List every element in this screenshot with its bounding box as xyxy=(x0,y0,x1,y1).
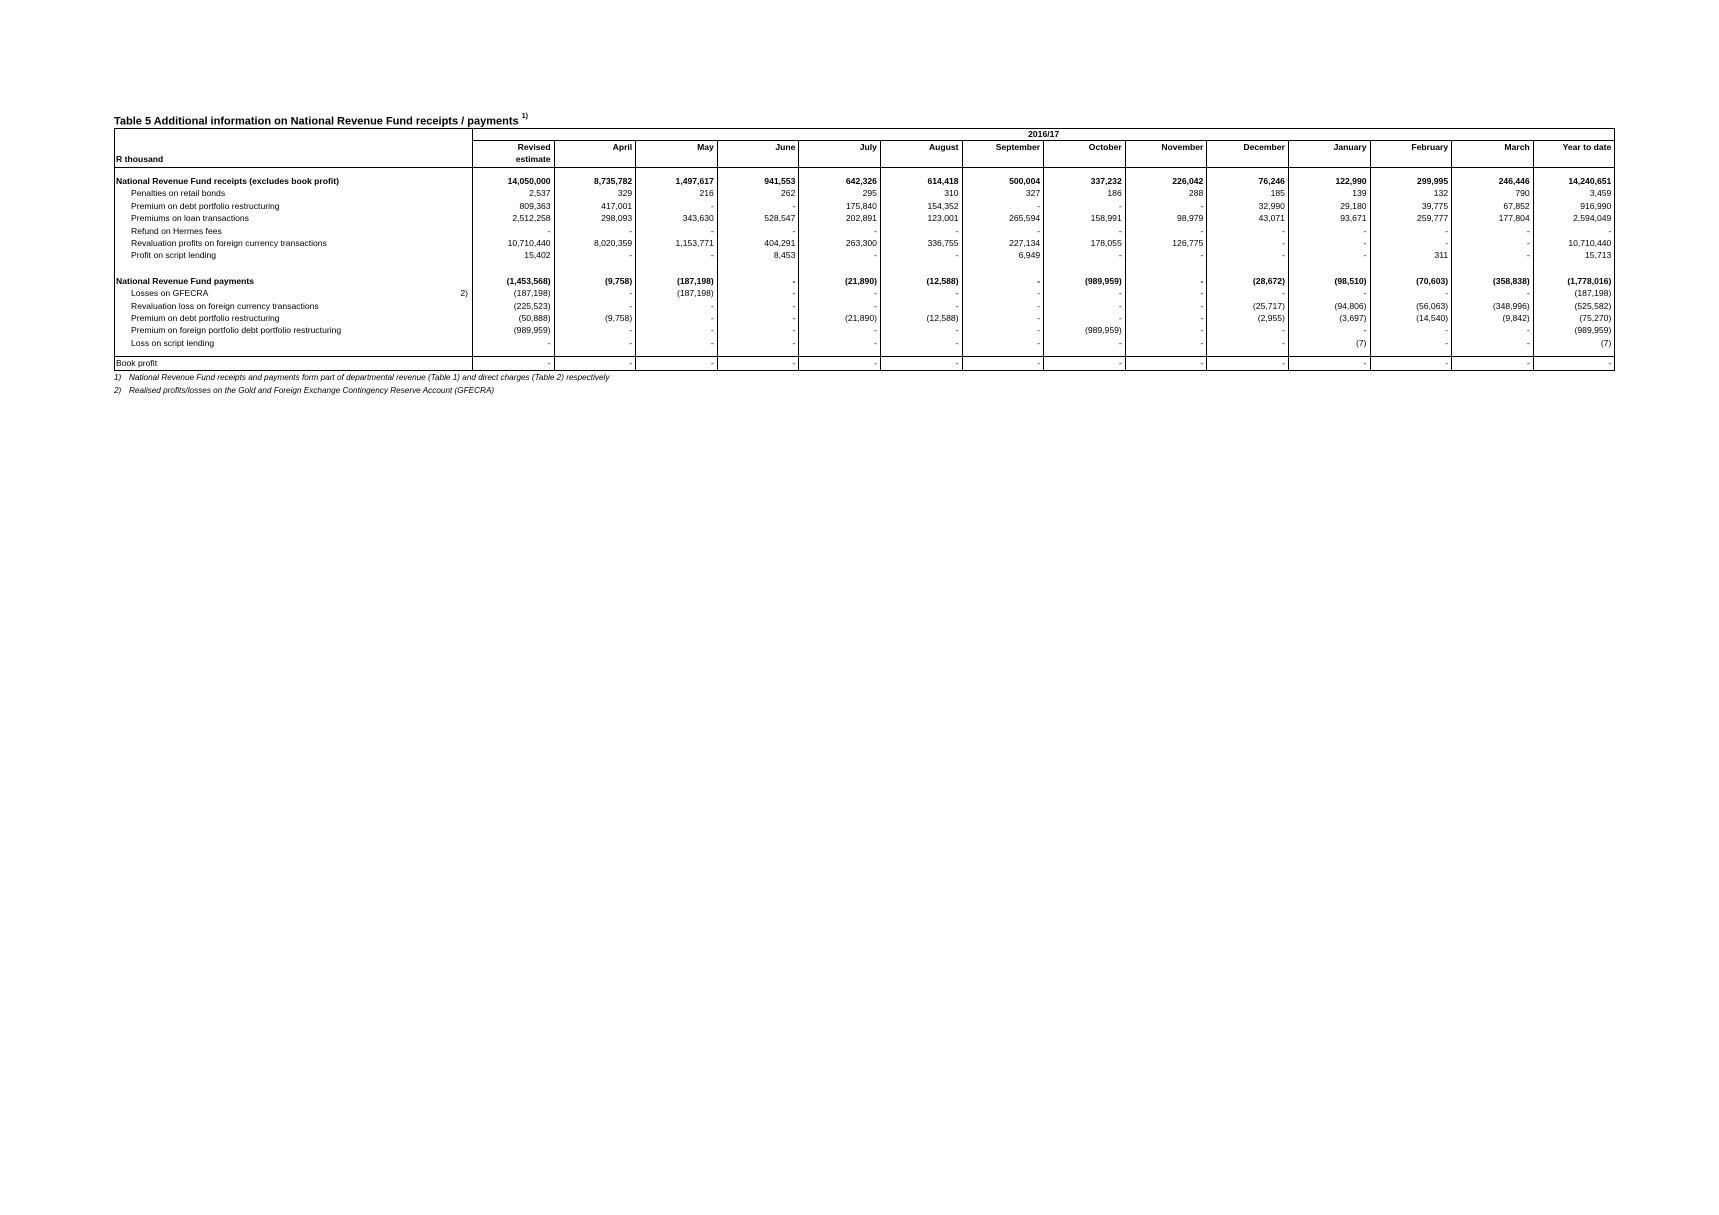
value-cell: 265,594 xyxy=(962,212,1044,224)
value-cell: - xyxy=(1044,287,1126,299)
value-cell: 2,594,049 xyxy=(1533,212,1615,224)
value-cell: 263,300 xyxy=(799,237,881,249)
value-cell: 98,979 xyxy=(1125,212,1207,224)
value-cell: (989,959) xyxy=(1044,324,1126,336)
row-label-text: Refund on Hermes fees xyxy=(131,225,222,236)
table-row xyxy=(115,200,1615,212)
value-cell: - xyxy=(1207,337,1289,349)
row-label-text: Premium on foreign portfolio debt portfolio restructuring xyxy=(131,325,342,336)
row-label xyxy=(115,337,473,349)
year-header-row xyxy=(115,129,1615,141)
value-cell: (187,198) xyxy=(636,287,718,299)
value-cell: 76,246 xyxy=(1207,175,1289,187)
value-cell: - xyxy=(1044,337,1126,349)
footnotes xyxy=(114,371,1615,397)
row-label-text: Profit on script lending xyxy=(131,250,217,261)
value-cell: 262 xyxy=(717,187,799,199)
value-cell: - xyxy=(1452,225,1534,237)
column-header-sub xyxy=(799,153,881,165)
value-cell: - xyxy=(1370,287,1452,299)
table-title xyxy=(114,110,1615,128)
row-label xyxy=(115,357,473,370)
column-header-sub xyxy=(880,153,962,165)
value-cell: (9,842) xyxy=(1452,312,1534,324)
value-cell: 202,891 xyxy=(799,212,881,224)
value-cell: 790 xyxy=(1452,187,1534,199)
value-cell: 343,630 xyxy=(636,212,718,224)
value-cell: - xyxy=(880,324,962,336)
value-cell: - xyxy=(473,337,555,349)
value-cell: - xyxy=(1370,225,1452,237)
value-cell: (21,890) xyxy=(799,275,881,287)
value-cell: (525,582) xyxy=(1533,300,1615,312)
section-total-row xyxy=(115,275,1615,287)
value-cell: - xyxy=(636,312,718,324)
value-cell: (56,063) xyxy=(1370,300,1452,312)
value-cell: (187,198) xyxy=(473,287,555,299)
value-cell: 6,949 xyxy=(962,249,1044,261)
value-cell: - xyxy=(962,225,1044,237)
value-cell: 185 xyxy=(1207,187,1289,199)
value-cell: - xyxy=(799,337,881,349)
column-header-sub xyxy=(1452,153,1534,165)
row-label-text: Losses on GFECRA xyxy=(131,288,209,299)
value-cell: 329 xyxy=(554,187,636,199)
value-cell: - xyxy=(799,357,881,370)
value-cell: - xyxy=(717,324,799,336)
row-label-text: Penalties on retail bonds xyxy=(131,188,226,199)
value-cell: - xyxy=(636,357,718,370)
value-cell: 311 xyxy=(1370,249,1452,261)
column-header: February xyxy=(1370,141,1452,154)
column-header-sub xyxy=(1207,153,1289,165)
value-cell: - xyxy=(554,337,636,349)
value-cell: 154,352 xyxy=(880,200,962,212)
value-cell: 14,240,651 xyxy=(1533,175,1615,187)
value-cell: - xyxy=(717,225,799,237)
value-cell: 642,326 xyxy=(799,175,881,187)
row-label xyxy=(115,225,473,237)
footnote-number: 1) xyxy=(114,372,122,382)
value-cell: - xyxy=(880,225,962,237)
value-cell: - xyxy=(717,287,799,299)
value-cell: 226,042 xyxy=(1125,175,1207,187)
value-cell: - xyxy=(636,337,718,349)
value-cell: - xyxy=(1125,200,1207,212)
column-header: Revised xyxy=(473,141,555,154)
column-header-row xyxy=(115,141,1615,154)
value-cell: 216 xyxy=(636,187,718,199)
value-cell: 417,001 xyxy=(554,200,636,212)
table-row xyxy=(115,287,1615,299)
value-cell: - xyxy=(799,249,881,261)
value-cell: (2,955) xyxy=(1207,312,1289,324)
value-cell: - xyxy=(1125,225,1207,237)
value-cell: - xyxy=(1125,287,1207,299)
value-cell: - xyxy=(1533,225,1615,237)
value-cell: 29,180 xyxy=(1288,200,1370,212)
value-cell: (75,270) xyxy=(1533,312,1615,324)
value-cell: 1,153,771 xyxy=(636,237,718,249)
value-cell: - xyxy=(799,225,881,237)
value-cell: 2,512,258 xyxy=(473,212,555,224)
value-cell: - xyxy=(1288,287,1370,299)
value-cell: (3,697) xyxy=(1288,312,1370,324)
value-cell: - xyxy=(1125,300,1207,312)
table-body xyxy=(115,129,1615,371)
row-label xyxy=(115,324,473,336)
value-cell: (989,959) xyxy=(473,324,555,336)
value-cell: - xyxy=(880,337,962,349)
value-cell: - xyxy=(1125,312,1207,324)
value-cell: 298,093 xyxy=(554,212,636,224)
value-cell: - xyxy=(1044,249,1126,261)
row-label-text: National Revenue Fund payments xyxy=(116,275,255,286)
value-cell: - xyxy=(636,225,718,237)
value-cell: (989,959) xyxy=(1044,275,1126,287)
unit-label: R thousand xyxy=(115,153,473,165)
value-cell: - xyxy=(799,324,881,336)
row-label-text: Revaluation loss on foreign currency transactions xyxy=(131,300,319,311)
value-cell: 336,755 xyxy=(880,237,962,249)
title-footnote-marker: 1) xyxy=(521,113,528,120)
value-cell: (98,510) xyxy=(1288,275,1370,287)
value-cell: - xyxy=(717,275,799,287)
value-cell: 10,710,440 xyxy=(1533,237,1615,249)
value-cell: - xyxy=(1125,324,1207,336)
column-header: August xyxy=(880,141,962,154)
value-cell: - xyxy=(962,324,1044,336)
column-header: March xyxy=(1452,141,1534,154)
value-cell: (348,996) xyxy=(1452,300,1534,312)
value-cell: - xyxy=(1044,300,1126,312)
row-label xyxy=(115,212,473,224)
value-cell: 175,840 xyxy=(799,200,881,212)
value-cell: (14,540) xyxy=(1370,312,1452,324)
value-cell: 39,775 xyxy=(1370,200,1452,212)
value-cell: - xyxy=(636,300,718,312)
value-cell: (9,758) xyxy=(554,312,636,324)
column-header: July xyxy=(799,141,881,154)
value-cell: - xyxy=(962,200,1044,212)
value-cell: 295 xyxy=(799,187,881,199)
row-label xyxy=(115,312,473,324)
row-label-text: Premium on debt portfolio restructuring xyxy=(131,200,280,211)
column-header-sub xyxy=(1125,153,1207,165)
column-header: May xyxy=(636,141,718,154)
table-row xyxy=(115,249,1615,261)
value-cell: - xyxy=(554,357,636,370)
value-cell: - xyxy=(1370,357,1452,370)
value-cell: 178,055 xyxy=(1044,237,1126,249)
value-cell: 177,804 xyxy=(1452,212,1534,224)
value-cell: - xyxy=(1533,357,1615,370)
value-cell: - xyxy=(1452,237,1534,249)
value-cell: - xyxy=(1288,237,1370,249)
value-cell: 404,291 xyxy=(717,237,799,249)
column-header-sub xyxy=(1533,153,1615,165)
value-cell: 327 xyxy=(962,187,1044,199)
value-cell: - xyxy=(1452,337,1534,349)
value-cell: - xyxy=(880,300,962,312)
column-header-sub xyxy=(636,153,718,165)
fiscal-year-label: 2016/17 xyxy=(473,129,1615,141)
value-cell: - xyxy=(1125,357,1207,370)
column-header-sub xyxy=(1288,153,1370,165)
value-cell: (94,806) xyxy=(1288,300,1370,312)
value-cell: - xyxy=(1207,237,1289,249)
table-row xyxy=(115,337,1615,349)
value-cell: 299,995 xyxy=(1370,175,1452,187)
value-cell: - xyxy=(799,287,881,299)
value-cell: - xyxy=(1044,312,1126,324)
value-cell: - xyxy=(554,249,636,261)
value-cell: - xyxy=(880,287,962,299)
table-row xyxy=(115,237,1615,249)
value-cell: - xyxy=(717,200,799,212)
value-cell: - xyxy=(1452,287,1534,299)
value-cell: (358,838) xyxy=(1452,275,1534,287)
row-label-text: Revaluation profits on foreign currency transactions xyxy=(131,238,327,249)
footnote xyxy=(114,384,1615,397)
footnote xyxy=(114,371,1615,384)
table-row xyxy=(115,212,1615,224)
value-cell: - xyxy=(473,357,555,370)
value-cell: 916,990 xyxy=(1533,200,1615,212)
value-cell: 15,713 xyxy=(1533,249,1615,261)
value-cell: - xyxy=(880,249,962,261)
value-cell: - xyxy=(1125,275,1207,287)
value-cell: - xyxy=(636,200,718,212)
value-cell: - xyxy=(1288,357,1370,370)
value-cell: 227,134 xyxy=(962,237,1044,249)
value-cell: - xyxy=(717,357,799,370)
value-cell: 1,497,617 xyxy=(636,175,718,187)
value-cell: 288 xyxy=(1125,187,1207,199)
value-cell: 158,991 xyxy=(1044,212,1126,224)
value-cell: 132 xyxy=(1370,187,1452,199)
value-cell: - xyxy=(554,300,636,312)
footnote-text: Realised profits/losses on the Gold and Foreign Exchange Contingency Reserve Account (GFECRA) xyxy=(129,385,495,395)
value-cell: 8,735,782 xyxy=(554,175,636,187)
column-header: Year to date xyxy=(1533,141,1615,154)
table-row xyxy=(115,324,1615,336)
value-cell: 10,710,440 xyxy=(473,237,555,249)
row-label xyxy=(115,200,473,212)
column-header-sub xyxy=(962,153,1044,165)
value-cell: 122,990 xyxy=(1288,175,1370,187)
row-label xyxy=(115,300,473,312)
value-cell: 14,050,000 xyxy=(473,175,555,187)
table-title-text: Table 5 Additional information on National Revenue Fund receipts / payments xyxy=(114,115,519,128)
row-label xyxy=(115,237,473,249)
row-label xyxy=(115,275,473,287)
row-label-text: Premiums on loan transactions xyxy=(131,213,249,224)
value-cell: 93,671 xyxy=(1288,212,1370,224)
value-cell: (1,453,568) xyxy=(473,275,555,287)
value-cell: 67,852 xyxy=(1452,200,1534,212)
value-cell: (12,588) xyxy=(880,312,962,324)
table-row xyxy=(115,187,1615,199)
value-cell: - xyxy=(717,337,799,349)
value-cell: 528,547 xyxy=(717,212,799,224)
value-cell: - xyxy=(717,312,799,324)
column-header: June xyxy=(717,141,799,154)
value-cell: 259,777 xyxy=(1370,212,1452,224)
column-header: April xyxy=(554,141,636,154)
value-cell: 809,363 xyxy=(473,200,555,212)
row-label-text: Premium on debt portfolio restructuring xyxy=(131,313,280,324)
table-row xyxy=(115,225,1615,237)
report-page xyxy=(114,110,1615,397)
column-header: October xyxy=(1044,141,1126,154)
value-cell: - xyxy=(1125,337,1207,349)
value-cell: - xyxy=(473,225,555,237)
value-cell: - xyxy=(554,324,636,336)
value-cell: 8,020,359 xyxy=(554,237,636,249)
value-cell: (28,672) xyxy=(1207,275,1289,287)
column-header-sub: estimate xyxy=(473,153,555,165)
value-cell: (989,959) xyxy=(1533,324,1615,336)
revenue-fund-table xyxy=(114,128,1615,371)
footnote-number: 2) xyxy=(114,385,122,395)
value-cell: - xyxy=(1370,237,1452,249)
value-cell: - xyxy=(1207,324,1289,336)
section-total-row xyxy=(115,175,1615,187)
value-cell: 186 xyxy=(1044,187,1126,199)
value-cell: - xyxy=(962,337,1044,349)
value-cell: - xyxy=(1044,200,1126,212)
row-label-text: National Revenue Fund receipts (excludes book profit) xyxy=(116,176,339,186)
value-cell: (1,778,016) xyxy=(1533,275,1615,287)
value-cell: 32,990 xyxy=(1207,200,1289,212)
value-cell: - xyxy=(1370,324,1452,336)
value-cell: 43,071 xyxy=(1207,212,1289,224)
row-label xyxy=(115,187,473,199)
value-cell: (187,198) xyxy=(1533,287,1615,299)
value-cell: 3,459 xyxy=(1533,187,1615,199)
value-cell: - xyxy=(636,324,718,336)
column-header-sub xyxy=(1044,153,1126,165)
value-cell: 15,402 xyxy=(473,249,555,261)
value-cell: (187,198) xyxy=(636,275,718,287)
value-cell: - xyxy=(1452,324,1534,336)
value-cell: - xyxy=(1288,225,1370,237)
value-cell: - xyxy=(1288,324,1370,336)
footnote-text: National Revenue Fund receipts and payments form part of departmental revenue (Table 1) and direct charges (Table 2) respectively xyxy=(129,372,610,382)
value-cell: 123,001 xyxy=(880,212,962,224)
book-profit-row xyxy=(115,357,1615,370)
value-cell: 941,553 xyxy=(717,175,799,187)
value-cell: 2,537 xyxy=(473,187,555,199)
value-cell: - xyxy=(880,357,962,370)
value-cell: - xyxy=(717,300,799,312)
value-cell: - xyxy=(636,249,718,261)
value-cell: - xyxy=(962,287,1044,299)
value-cell: 337,232 xyxy=(1044,175,1126,187)
row-label-text: Book profit xyxy=(116,358,158,369)
value-cell: (25,717) xyxy=(1207,300,1289,312)
value-cell: - xyxy=(1207,249,1289,261)
value-cell: - xyxy=(1207,357,1289,370)
value-cell: - xyxy=(554,287,636,299)
row-label xyxy=(115,287,473,299)
column-header-sub xyxy=(717,153,799,165)
value-cell: (12,588) xyxy=(880,275,962,287)
value-cell: 614,418 xyxy=(880,175,962,187)
value-cell: - xyxy=(554,225,636,237)
column-header: January xyxy=(1288,141,1370,154)
value-cell: - xyxy=(1452,249,1534,261)
value-cell: - xyxy=(1288,249,1370,261)
column-header-sub xyxy=(1370,153,1452,165)
value-cell: 126,775 xyxy=(1125,237,1207,249)
value-cell: - xyxy=(799,300,881,312)
value-cell: - xyxy=(1370,337,1452,349)
table-row xyxy=(115,300,1615,312)
column-header: November xyxy=(1125,141,1207,154)
value-cell: - xyxy=(1207,287,1289,299)
value-cell: (50,888) xyxy=(473,312,555,324)
value-cell: 8,453 xyxy=(717,249,799,261)
footnote-marker: 2) xyxy=(460,288,468,299)
value-cell: - xyxy=(1452,357,1534,370)
value-cell: (225,523) xyxy=(473,300,555,312)
column-header-row-2 xyxy=(115,153,1615,165)
value-cell: - xyxy=(962,357,1044,370)
value-cell: 500,004 xyxy=(962,175,1044,187)
row-label xyxy=(115,249,473,261)
value-cell: (21,890) xyxy=(799,312,881,324)
value-cell: 139 xyxy=(1288,187,1370,199)
value-cell: - xyxy=(1207,225,1289,237)
value-cell: (9,758) xyxy=(554,275,636,287)
value-cell: 310 xyxy=(880,187,962,199)
column-header: December xyxy=(1207,141,1289,154)
row-label xyxy=(115,175,473,187)
value-cell: - xyxy=(1044,357,1126,370)
column-header-sub xyxy=(554,153,636,165)
value-cell: (70,603) xyxy=(1370,275,1452,287)
row-label-text: Loss on script lending xyxy=(131,337,215,348)
table-row xyxy=(115,312,1615,324)
value-cell: - xyxy=(1125,249,1207,261)
value-cell: - xyxy=(1044,225,1126,237)
value-cell: (7) xyxy=(1288,337,1370,349)
value-cell: 246,446 xyxy=(1452,175,1534,187)
column-header: September xyxy=(962,141,1044,154)
value-cell: (7) xyxy=(1533,337,1615,349)
value-cell: - xyxy=(962,275,1044,287)
value-cell: - xyxy=(962,312,1044,324)
value-cell: - xyxy=(962,300,1044,312)
